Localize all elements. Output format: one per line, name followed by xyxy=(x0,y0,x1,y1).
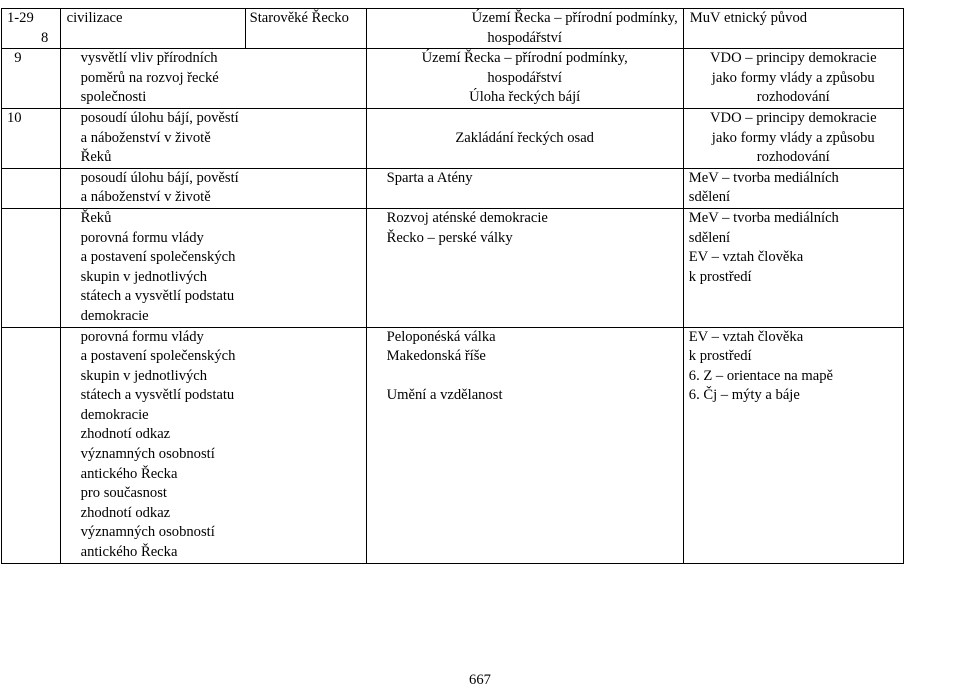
content-cell: Rozvoj aténské demokracie Řecko – perské války xyxy=(366,208,683,327)
goals-cell: Řeků porovná formu vlády a postavení společenských skupin v jednotlivých státech a vysvětlí podstatu demokracie xyxy=(60,208,366,327)
page-number: 667 xyxy=(469,672,491,688)
goals-cell: civilizace xyxy=(60,9,245,49)
cross-topics-cell: MeV – tvorba mediálních sdělení xyxy=(683,168,903,208)
goals-cell: posoudí úlohu bájí, pověstí a náboženství v životě Řeků xyxy=(60,108,366,168)
cross-topics-cell: MuV etnický původ xyxy=(683,9,903,49)
goals-cell: porovná formu vlády a postavení společenských skupin v jednotlivých státech a vysvětlí podstatu demokracie zhodnotí odkaz významných osobností antického Řecka pro současnost zhodnotí odkaz významných osobností antického Řecka xyxy=(60,327,366,563)
table-row xyxy=(2,49,904,109)
row-num-cell: 10 xyxy=(2,108,61,168)
cross-topics-cell: MeV – tvorba mediálních sdělení EV – vztah člověka k prostředí xyxy=(683,208,903,327)
row-num-cell xyxy=(2,208,61,327)
row-num-cell xyxy=(2,327,61,563)
content-cell: Sparta a Atény xyxy=(366,168,683,208)
content-cell: Peloponéská válka Makedonská říše Umění a vzdělanost xyxy=(366,327,683,563)
row-num-cell: 9 xyxy=(2,49,61,109)
goals-cell: posoudí úlohu bájí, pověstí a náboženství v životě xyxy=(60,168,366,208)
goals-cell: vysvětlí vliv přírodních poměrů na rozvoj řecké společnosti xyxy=(60,49,366,109)
content-cell: Území Řecka – přírodní podmínky, hospodářství Úloha řeckých bájí xyxy=(366,49,683,109)
topic-cell: Starověké Řecko xyxy=(245,9,366,49)
content-cell: Území Řecka – přírodní podmínky, hospodářství xyxy=(366,9,683,49)
curriculum-table xyxy=(1,8,904,564)
cross-topics-cell: VDO – principy demokracie jako formy vlády a způsobu rozhodování xyxy=(683,49,903,109)
cross-topics-cell: VDO – principy demokracie jako formy vlády a způsobu rozhodování xyxy=(683,108,903,168)
row-id-cell: 1-298 xyxy=(2,9,61,49)
table-row xyxy=(2,108,904,168)
table-row xyxy=(2,208,904,327)
cross-topics-cell: EV – vztah člověka k prostředí 6. Z – orientace na mapě 6. Čj – mýty a báje xyxy=(683,327,903,563)
table-row xyxy=(2,168,904,208)
table-row xyxy=(2,9,904,49)
table-row xyxy=(2,327,904,563)
content-cell: Zakládání řeckých osad xyxy=(366,108,683,168)
row-num-cell xyxy=(2,168,61,208)
